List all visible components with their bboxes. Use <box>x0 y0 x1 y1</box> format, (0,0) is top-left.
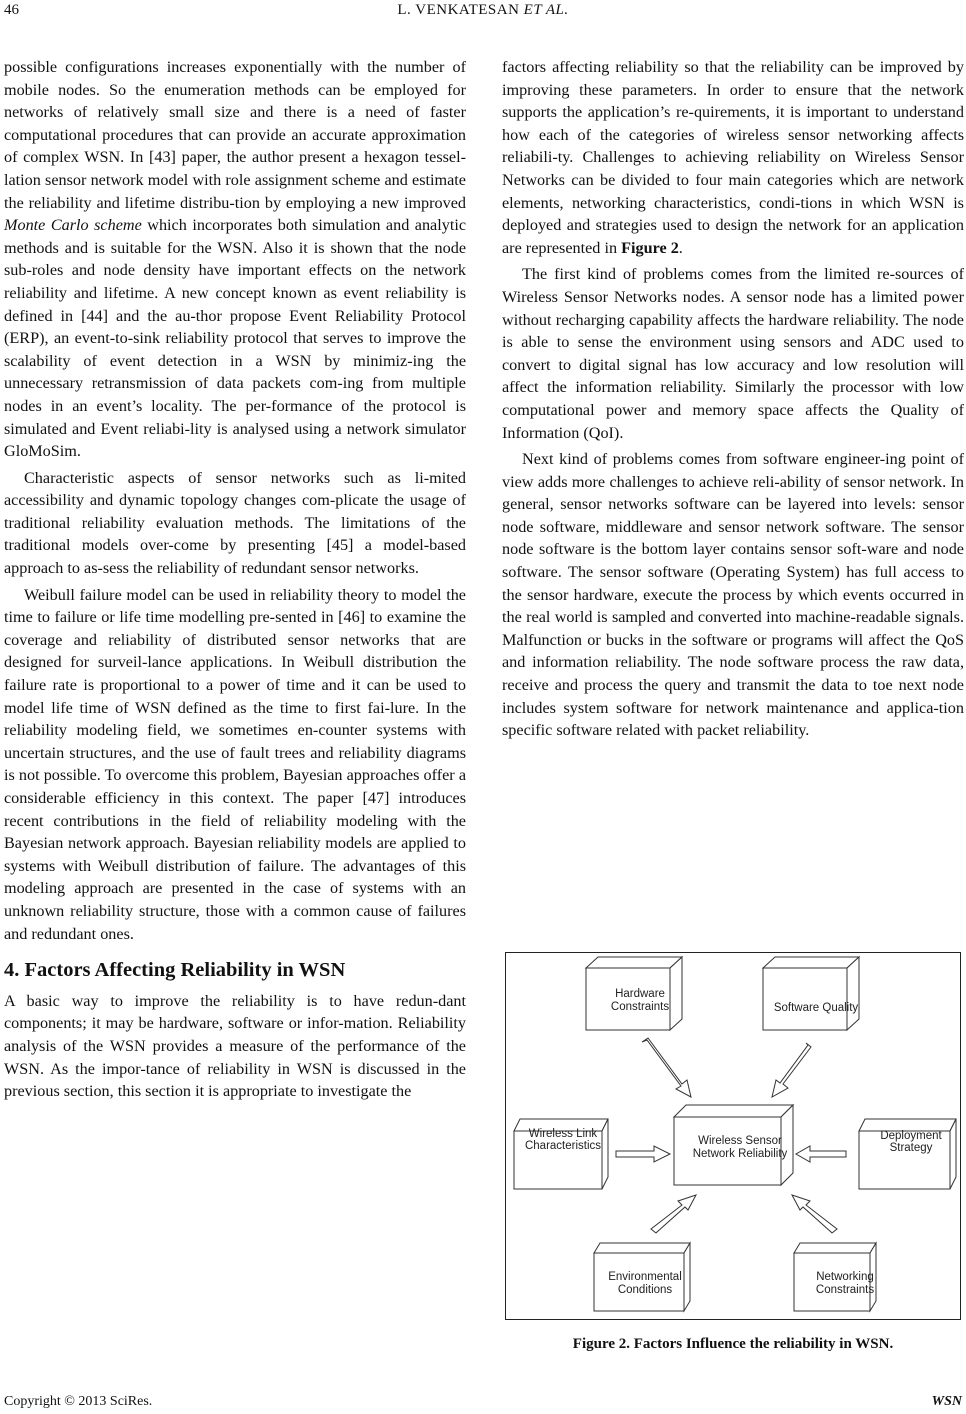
left-paragraph-1: possible configurations increases exponentially with the number of mobile nodes. So the enumeration methods can be employed for networks of relatively small size and there is a need of faster computational procedures that can provide an accurate approximation of complex WSN. In [43] paper, the author present a hexagon tessel-lation sensor network model with role assignment scheme and estimate the reliability and lifetime distribu-tion by employing a new improved Monte Carlo scheme which incorporates both simulation and analytic methods and is suitable for the WSN. Also it is shown that the node sub-roles and node density have important effects on the network reliability and lifetime. A new concept known as event reliability is defined in [44] and the au-thor propose Event Reliability Protocol (ERP), an event-to-sink reliability protocol that serves to improve the scalability of event detection in a WSN by minimiz-ing the unnecessary retransmission of data packets com-ing from multiple nodes in an event’s locality. The per-formance of the protocol is simulated and Event reliabi-lity is analysed using a network simulator GloMoSim. <box>4 58 467 461</box>
page-header <box>0 0 966 30</box>
left-paragraph-2: Characteristic aspects of sensor networks such as li-mited accessibility and dynamic topology changes com-plicate the usage of traditional reliability evaluation methods. The limitations of the traditional models over-come by presenting [45] a model-based approach to as-sess the reliability of redundant sensor networks. <box>4 468 466 578</box>
running-head <box>0 2 966 19</box>
hardware-label-1: Hardware <box>615 988 665 1000</box>
hardware-label-2: Constraints <box>610 1001 670 1013</box>
figure-caption: Figure 2. Factors Influence the reliability in WSN. <box>572 1336 894 1352</box>
monte-carlo-emphasis: Monte Carlo scheme <box>4 216 142 235</box>
right-paragraph-3: Next kind of problems comes from software engineer-ing point of view adds more challenges to achieve reli-ability of sensor network. In general, sensor networks software can be layered into levels: sensor node software, middleware and sensor network software. The sensor node software is the bottom layer contains sensor soft-ware and node software. The sensor software (Operating System) has full access to the sensor hardware, execute the process by which events occurred in the real world is sampled and converted into machine-readable signals. Malfunction or bucks in the software or programs will affect the QoS and information reliability. The node software process the raw data, receive and process the query and transmit the data to toe next node includes system software for network maintenance and applica-tion specific software related with packet reliability. <box>502 450 964 740</box>
center-label-2: Network Reliability <box>692 1148 788 1160</box>
environmental-conditions-box <box>594 1243 690 1311</box>
left-paragraph-3: Weibull failure model can be used in reliability theory to model the time to failure or life time modelling pre-sented in [46] to examine the coverage and reliability of distributed sensor networks that are designed for surveil-lance applications. In Weibull distribution the failure rate is proportional to a power of time and it can be used to model life time of WSN defined as the time to first fai-lure. In the reliability modeling field, we sometimes en-counter systems with uncertain structures, and the use of fault trees and reliability diagrams is not possible. To overcome this problem, Bayesian approaches offer a considerable efficiency in this context. The paper [47] introduces recent contributions in the field of reliability modeling with the Bayesian network approach. Bayesian reliability models are applied to systems with Weibull distribution of failure. The advantages of this modeling approach are presented in the case of systems with an unknown reliability structure, those with a common cause of failures and redundant ones. <box>4 585 466 943</box>
right-column <box>502 56 964 746</box>
running-head-authors: L. VENKATESAN <box>397 2 520 18</box>
page-number: 46 <box>4 2 19 18</box>
arrow-environmental <box>651 1195 696 1233</box>
arrow-deployment <box>796 1146 846 1162</box>
arrow-software <box>772 1043 811 1097</box>
right-paragraph-2: The first kind of problems comes from the limited re-sources of Wireless Sensor Networks nodes. A sensor node has a limited power without recharging capability affects the hardware reliability. The node is able to sense the environment using sensors and ADC used to convert to digital signal has low accuracy and low resolution will affect the information reliability. Similarly the processor with low computational power and memory space affects the Quality of Information (QoI). <box>502 265 964 442</box>
left-column <box>4 56 466 1107</box>
arrow-hardware <box>642 1038 691 1097</box>
networking-label-1: Networking <box>816 1271 874 1283</box>
figure-2-reference[interactable]: Figure 2 <box>621 238 679 257</box>
running-head-etal: ET AL. <box>523 2 569 18</box>
arrow-wireless-link <box>616 1146 670 1162</box>
right-paragraph-1: factors affecting reliability so that the reliability can be improved by improving these parameters. In order to ensure that the network supports the application’s re-quirements, it is important to understand how each of the categories of wireless sensor networking affects reliabili-ty. Challenges to achieving reliability on Wireless Sensor Networks can be divided to four main categories which are network elements, networking characteristics, condi-tions in which WSN is deployed and strategies used to design the network for an application are represented in Figure 2. <box>502 58 964 257</box>
arrow-networking <box>792 1195 837 1233</box>
center-reliability-box <box>674 1105 793 1185</box>
wireless-link-label-2: Characteristics <box>524 1140 602 1152</box>
environmental-label-1: Environmental <box>608 1271 682 1283</box>
center-label-1: Wireless Sensor <box>698 1135 782 1147</box>
networking-label-2: Constraints <box>815 1284 875 1296</box>
environmental-label-2: Conditions <box>617 1284 673 1296</box>
hardware-constraints-box <box>586 957 682 1030</box>
figure-2-diagram <box>505 952 961 1320</box>
diagram-svg <box>506 953 962 1321</box>
journal-name: WSN <box>931 1394 962 1409</box>
section-heading: 4. Factors Affecting Reliability in WSN <box>4 959 346 982</box>
software-quality-box <box>763 957 859 1030</box>
software-quality-label: Software Quality <box>773 1002 859 1014</box>
wireless-link-box <box>514 1119 608 1189</box>
wireless-link-label-1: Wireless Link <box>528 1128 598 1140</box>
deployment-label-1: Deployment <box>880 1130 942 1142</box>
deployment-label-2: Strategy <box>889 1142 933 1154</box>
networking-constraints-box <box>794 1243 876 1311</box>
deployment-strategy-box <box>859 1119 956 1189</box>
left-paragraph-4: A basic way to improve the reliability is to have redun-dant components; it may be hardware, software or infor-mation. Reliability analysis of the WSN provides a measure of the performance of the WSN. As the impor-tance of reliability in WSN is discussed in the previous section, this section it is appropriate to investigate the <box>4 991 466 1101</box>
copyright-notice: Copyright © 2013 SciRes. <box>4 1394 153 1409</box>
